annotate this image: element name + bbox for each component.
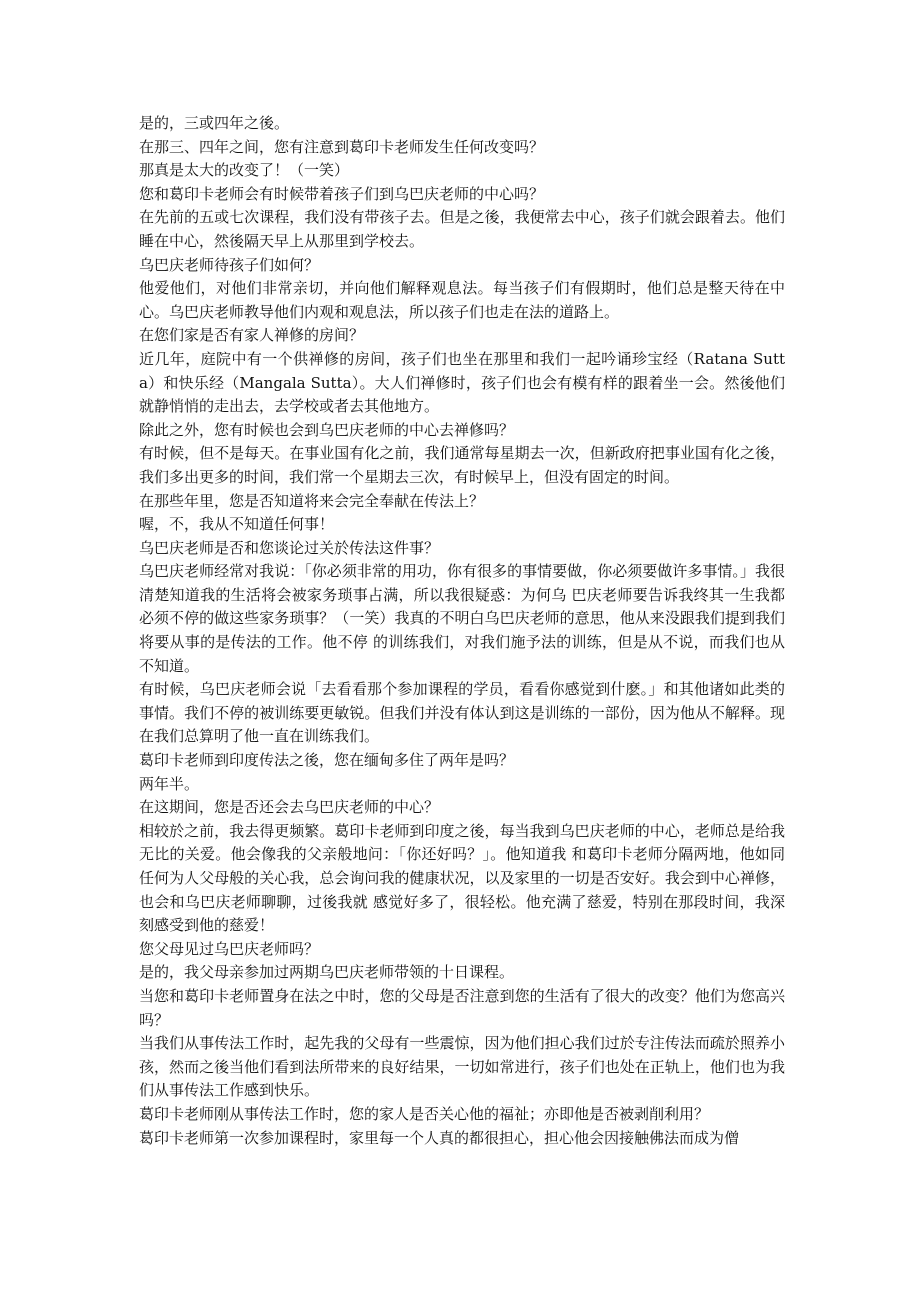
- paragraph: 在那三、四年之间，您有注意到葛印卡老师发生任何改变吗？: [139, 137, 545, 156]
- paragraph: 在您们家是否有家人禅修的房间？: [139, 326, 365, 345]
- paragraph: 那真是太大的改变了！（一笑）: [139, 161, 350, 180]
- paragraph: 相较於之前，我去得更频繁。葛印卡老师到印度之後，每当我到乌巴庆老师的中心，老师总是给我无比的关爱。他会像我的父亲般地问：「你还好吗？」。他知道我 和葛印卡老师分隔两地，他如同任何为人父母般的关心我，总会询问我的健康状况，以及家里的一切是否安好。我会到中心禅修，也会和乌巴庆老师聊聊，过後我就 感觉好多了，很轻松。他充满了慈爱，特别在那段时间，我深刻感受到他的慈爱！: [139, 821, 785, 935]
- paragraph: 乌巴庆老师待孩子们如何？: [139, 255, 320, 274]
- paragraph: 您父母见过乌巴庆老师吗？: [139, 939, 320, 958]
- paragraph: 在先前的五或七次课程，我们没有带孩子去。但是之後，我便常去中心，孩子们就会跟着去。他们睡在中心，然後隔天早上从那里到学校去。: [139, 208, 785, 250]
- paragraph: 两年半。: [139, 774, 200, 793]
- paragraph: 喔，不，我从不知道任何事！: [139, 515, 335, 534]
- paragraph: 在那些年里，您是否知道将来会完全奉献在传法上？: [139, 491, 485, 510]
- paragraph: 是的，我父母亲参加过两期乌巴庆老师带领的十日课程。: [139, 963, 515, 982]
- paragraph: 乌巴庆老师是否和您谈论过关於传法这件事？: [139, 538, 440, 557]
- document-page: [139, 112, 785, 1150]
- paragraph: 当您和葛印卡老师置身在法之中时，您的父母是否注意到您的生活有了很大的改变？他们为您高兴吗？: [139, 986, 785, 1029]
- paragraph: 除此之外，您有时候也会到乌巴庆老师的中心去禅修吗？: [139, 420, 515, 439]
- paragraph: 在这期间，您是否还会去乌巴庆老师的中心？: [139, 798, 440, 817]
- paragraph: 乌巴庆老师经常对我说：「你必须非常的用功，你有很多的事情要做，你必须要做许多事情。」我很清楚知道我的生活将会被家务琐事占满，所以我很疑惑：为何乌 巴庆老师要告诉我终其一生我都必须不停的做这些家务琐事？（一笑）我真的不明白乌巴庆老师的意思，他从来没跟我们提到我们将要从事的是传法的工作。他不停 的训练我们，对我们施予法的训练，但是从不说，而我们也从不知道。: [139, 562, 785, 675]
- paragraph: 他爱他们，对他们非常亲切，并向他们解释观息法。每当孩子们有假期时，他们总是整天待在中心。乌巴庆老师教导他们内观和观息法，所以孩子们也走在法的道路上。: [139, 279, 785, 321]
- paragraph: 您和葛印卡老师会有时候带着孩子们到乌巴庆老师的中心吗？: [139, 184, 545, 203]
- paragraph: 近几年，庭院中有一个供禅修的房间，孩子们也坐在那里和我们一起吟诵珍宝经（Ratana Sutta）和快乐经（Mangala Sutta）。大人们禅修时，孩子们也会有模有样的跟着坐一会。然後他们就静悄悄的走出去，去学校或者去其他地方。: [139, 349, 785, 416]
- paragraph: 葛印卡老师第一次参加课程时，家里每一个人真的都很担心，担心他会因接触佛法而成为僧: [139, 1128, 740, 1147]
- paragraph: 是的，三或四年之後。: [139, 114, 290, 132]
- paragraph: 当我们从事传法工作时，起先我的父母有一些震惊，因为他们担心我们过於专注传法而疏於照养小孩，然而之後当他们看到法所带来的良好结果，一切如常进行，孩子们也处在正轨上，他们也为我们从事传法工作感到快乐。: [139, 1034, 785, 1100]
- paragraph: 有时候，但不是每天。在事业国有化之前，我们通常每星期去一次，但新政府把事业国有化之後，我们多出更多的时间，我们常一个星期去三次，有时候早上，但没有固定的时间。: [139, 444, 785, 486]
- paragraph: 葛印卡老师到印度传法之後，您在缅甸多住了两年是吗？: [139, 751, 515, 770]
- paragraph: 葛印卡老师刚从事传法工作时，您的家人是否关心他的福祉；亦即他是否被剥削利用？: [139, 1104, 710, 1123]
- paragraph: 有时候，乌巴庆老师会说「去看看那个参加课程的学员，看看你感觉到什麽。」和其他诸如此类的事情。我们不停的被训练要更敏锐。但我们并没有体认到这是训练的一部份，因为他从不解释。现在我们总算明了他一直在训练我们。: [139, 680, 785, 746]
